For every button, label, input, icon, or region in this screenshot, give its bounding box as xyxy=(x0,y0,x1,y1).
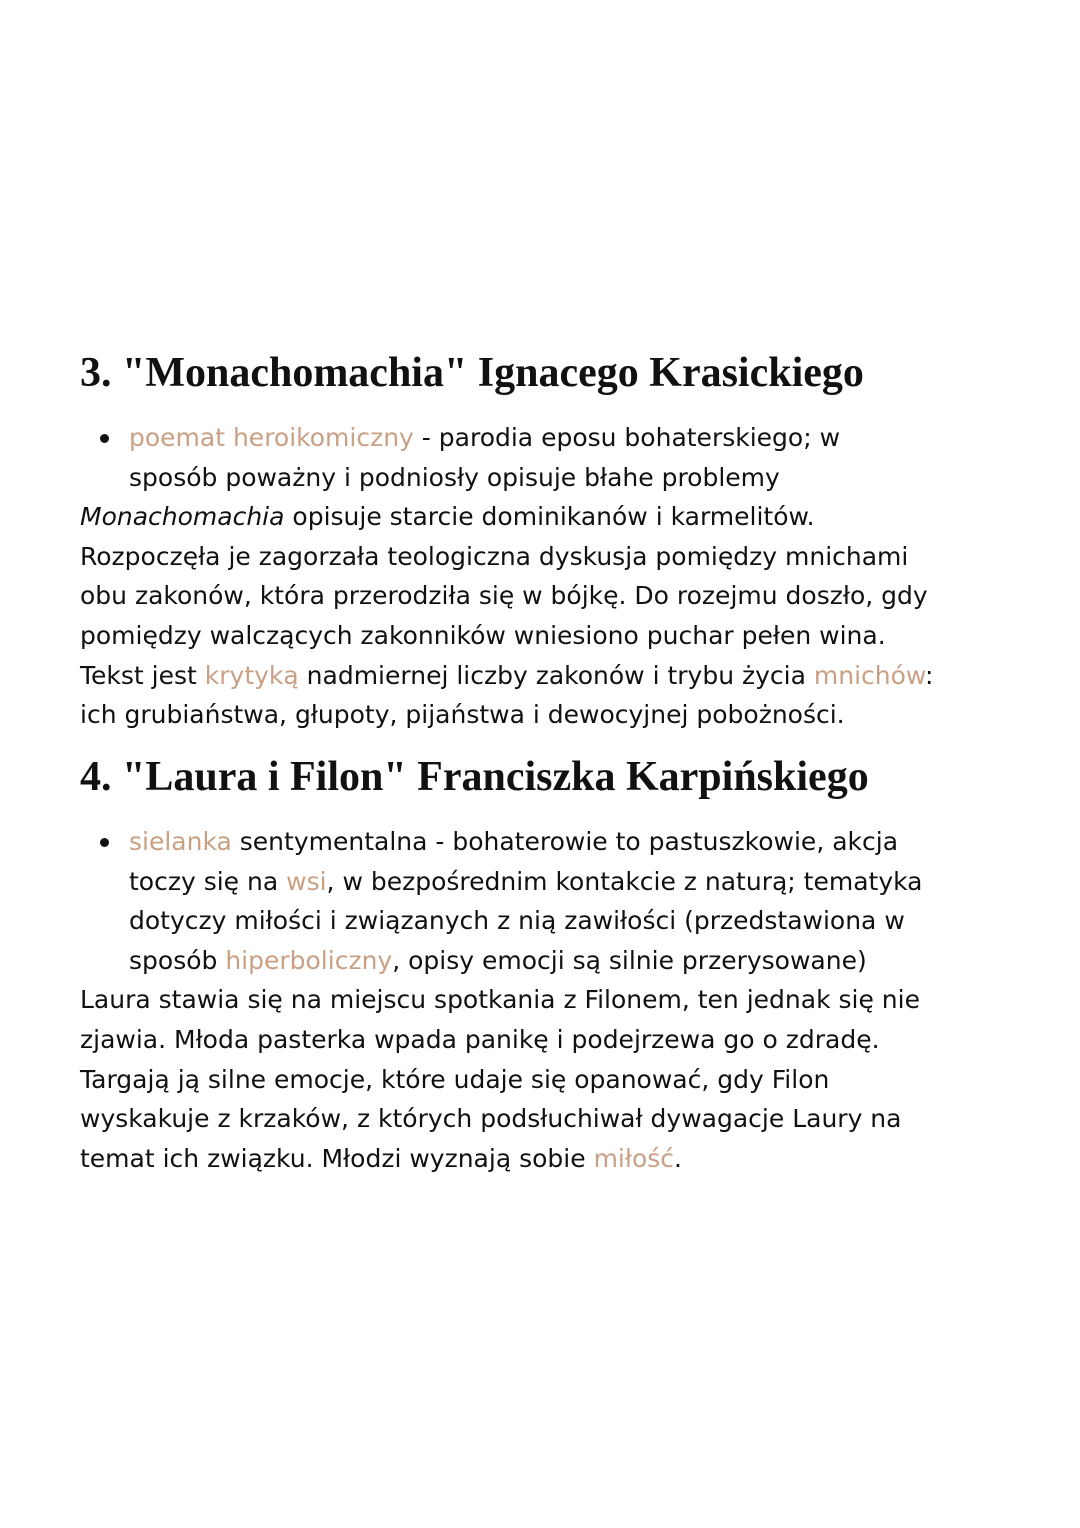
text-segment: - parodia eposu bohaterskiego; w xyxy=(413,423,841,452)
highlighted-term: hiperboliczny xyxy=(225,945,393,975)
highlighted-term: sielanka xyxy=(129,827,232,856)
text-line xyxy=(80,1060,922,1100)
text-line xyxy=(80,695,933,735)
highlighted-term: poemat heroikomiczny xyxy=(129,423,414,452)
bullet-item-line xyxy=(80,418,933,458)
highlighted-term: mnichów xyxy=(813,660,925,690)
text-segment: zjawia. Młoda pasterka wpada panikę i podejrzewa go o zdradę. xyxy=(80,1024,880,1054)
text-segment: obu zakonów, która przerodziła się w bójkę. Do rozejmu doszło, gdy xyxy=(80,581,928,611)
text-segment: . xyxy=(674,1143,682,1173)
text-segment: nadmiernej liczby zakonów i trybu życia xyxy=(298,660,814,690)
text-segment: temat ich związku. Młodzi wyznają sobie xyxy=(80,1143,594,1173)
text-line xyxy=(80,941,922,981)
text-segment: sposób poważny i podniosły opisuje błahe problemy xyxy=(129,462,780,492)
text-line xyxy=(80,1139,922,1179)
text-line xyxy=(80,616,933,656)
text-segment: ich grubiaństwa, głupoty, pijaństwa i dewocyjnej pobożności. xyxy=(80,700,845,730)
text-segment: Targają ją silne emocje, które udaje się opanować, gdy Filon xyxy=(80,1064,830,1094)
highlighted-term: krytyką xyxy=(204,660,299,690)
bullet-icon xyxy=(100,838,109,847)
text-segment: Laura stawia się na miejscu spotkania z Filonem, ten jednak się nie xyxy=(80,985,920,1015)
text-segment: toczy się na xyxy=(129,866,287,896)
text-segment: , w bezpośrednim kontakcie z naturą; tematyka xyxy=(326,866,923,896)
text-line xyxy=(80,576,933,616)
text-line xyxy=(80,901,922,941)
text-line xyxy=(80,862,922,902)
section-4-heading: 4. "Laura i Filon" Franciszka Karpińskiego xyxy=(80,754,869,800)
section-4-body xyxy=(80,822,922,1178)
section-3-heading: 3. "Monachomachia" Ignacego Krasickiego xyxy=(80,350,864,396)
highlighted-term: wsi xyxy=(286,866,327,896)
text-line xyxy=(80,458,933,498)
text-segment: wyskakuje z krzaków, z których podsłuchiwał dywagacje Laury na xyxy=(80,1104,902,1134)
text-line xyxy=(80,1099,922,1139)
text-segment: sposób xyxy=(129,945,226,975)
text-segment: pomiędzy walczących zakonników wniesiono puchar pełen wina. xyxy=(80,620,886,650)
text-segment: dotyczy miłości i związanych z nią zawiłości (przedstawiona w xyxy=(129,906,905,936)
text-line xyxy=(80,656,933,696)
section-3-body xyxy=(80,418,933,735)
text-segment: Tekst jest xyxy=(80,660,205,690)
text-segment: opisuje starcie dominikanów i karmelitów. xyxy=(284,502,815,532)
text-segment: , opisy emocji są silnie przerysowane) xyxy=(392,945,867,975)
bullet-item-line xyxy=(80,822,922,862)
highlighted-term: miłość xyxy=(593,1143,675,1173)
text-line xyxy=(80,497,933,537)
text-line xyxy=(80,537,933,577)
bullet-icon xyxy=(100,434,109,443)
text-line xyxy=(80,1020,922,1060)
text-segment: sentymentalna - bohaterowie to pastuszkowie, akcja xyxy=(231,827,899,856)
text-segment: Rozpoczęła je zagorzała teologiczna dyskusja pomiędzy mnichami xyxy=(80,541,909,571)
text-segment: : xyxy=(924,660,934,690)
italic-title: Monachomachia xyxy=(80,502,285,532)
text-line xyxy=(80,980,922,1020)
